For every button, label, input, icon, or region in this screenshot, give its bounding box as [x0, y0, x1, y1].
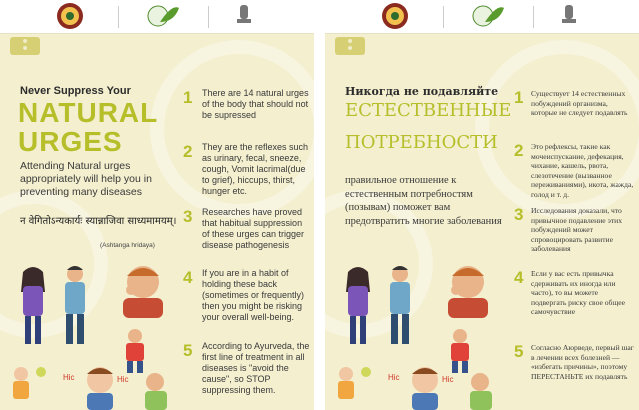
sanskrit-verse: न वेगितोऽन्यकार्यः स्यान्नाजिवा साध्यमामयम्।: [20, 216, 177, 227]
point-text: According to Ayurveda, the first line of treatment in all diseases is "avoid the cause", so STOP suppressing them.: [202, 341, 310, 395]
subtitle: Attending Natural urges appropriately will help you in preventing many diseases: [20, 160, 152, 198]
point-text: Это рефлексы, такие как мочеиспускание, дефекация, чихание, кашель, рвота, слезотечение (вызванное переживаниями), икота, жажда, голод и т. д.: [531, 142, 634, 199]
ayush-leaf-logo: [471, 2, 505, 30]
ayurveda-badge-icon: ❁ ❁: [10, 37, 40, 55]
point-text: Если у вас есть привычка сдерживать их иногда или часто), то вы можете подвергать риску свое общее самочувствие: [531, 269, 626, 317]
logo-bar: [0, 0, 314, 34]
coughing-person-figure: [470, 373, 492, 410]
woman-figure: [346, 267, 370, 344]
hic-label: Hic: [63, 373, 75, 382]
subtitle: правильное отношение к естественным потребностям (позывам) поможет вам предотвратить многие заболевания: [345, 175, 502, 227]
child-figure: [338, 367, 371, 399]
sneezing-man-figure: [448, 266, 488, 318]
point-number: 5: [183, 341, 193, 360]
emblem-logo: [56, 2, 84, 30]
point-number: 5: [514, 342, 524, 361]
hiccup-man-figure: [63, 367, 129, 410]
ayush-leaf-logo: [146, 2, 180, 30]
hic-label: Hic: [442, 375, 454, 384]
emblem-logo: [381, 2, 409, 30]
point-number: 3: [183, 207, 193, 226]
heading-natural: NATURAL: [18, 97, 159, 128]
english-poster: [0, 0, 314, 410]
point-text: There are 14 natural urges of the body that should not be supressed: [202, 88, 309, 120]
divider: [443, 6, 444, 28]
point-text: Исследования доказали, что привычное подавление этих побуждений может спровоцировать развитие заболевания: [531, 206, 623, 254]
point-number: 1: [183, 88, 193, 107]
state-emblem-logo: [234, 2, 254, 30]
point-text: They are the reflexes such as urinary, fecal, sneeze, cough, Vomit lacrimal(due to grief), hiccups, thirst, hunger etc.: [202, 142, 309, 196]
man-figure: [390, 266, 410, 344]
point-text: Researches have proved that habitual suppression of these urges can trigger disease pathogenesis: [202, 207, 305, 250]
man-figure: [65, 266, 85, 344]
ayurveda-badge-icon: ❁ ❁: [335, 37, 365, 55]
boy-figure: [451, 329, 469, 373]
hiccup-man-figure: [388, 367, 454, 410]
heading-urges-ru: ПОТРЕБНОСТИ: [345, 132, 498, 153]
hic-label: Hic: [388, 373, 400, 382]
state-emblem-logo: [559, 2, 579, 30]
child-figure: [13, 367, 46, 399]
woman-figure: [21, 267, 45, 344]
panel-gap: [314, 0, 325, 410]
point-number: 2: [183, 142, 193, 161]
heading-small: Никогда не подавляйте: [345, 85, 499, 98]
point-number: 1: [514, 88, 524, 107]
divider: [208, 6, 209, 28]
boy-figure: [126, 329, 144, 373]
hic-label: Hic: [117, 375, 129, 384]
point-text: Согласно Аюрведе, первый шаг в лечении всех болезней — «избегать причины», поэтому ПЕРЕСТАНЬТЕ их подавлять: [531, 343, 634, 381]
illustration-people: [330, 262, 502, 410]
logo-bar: [325, 0, 639, 34]
point-text: Существует 14 естественных побуждений организма, которые не следует подавлять: [531, 89, 628, 118]
point-number: 2: [514, 141, 524, 160]
divider: [533, 6, 534, 28]
point-text: If you are in a habit of holding these back (sometimes or frequently) then you might be risking your overall well-being.: [202, 268, 305, 322]
heading-urges: URGES: [18, 126, 123, 157]
coughing-person-figure: [145, 373, 167, 410]
point-number: 4: [183, 268, 193, 287]
heading-small: Never Suppress Your: [20, 85, 131, 97]
citation: (Ashtanga hridaya): [100, 242, 155, 249]
heading-natural-ru: ЕСТЕСТВЕННЫЕ: [345, 100, 512, 121]
divider: [118, 6, 119, 28]
sneezing-man-figure: [123, 266, 163, 318]
point-number: 4: [514, 268, 524, 287]
illustration-people: [5, 262, 177, 410]
point-number: 3: [514, 205, 524, 224]
russian-poster: [325, 0, 639, 410]
